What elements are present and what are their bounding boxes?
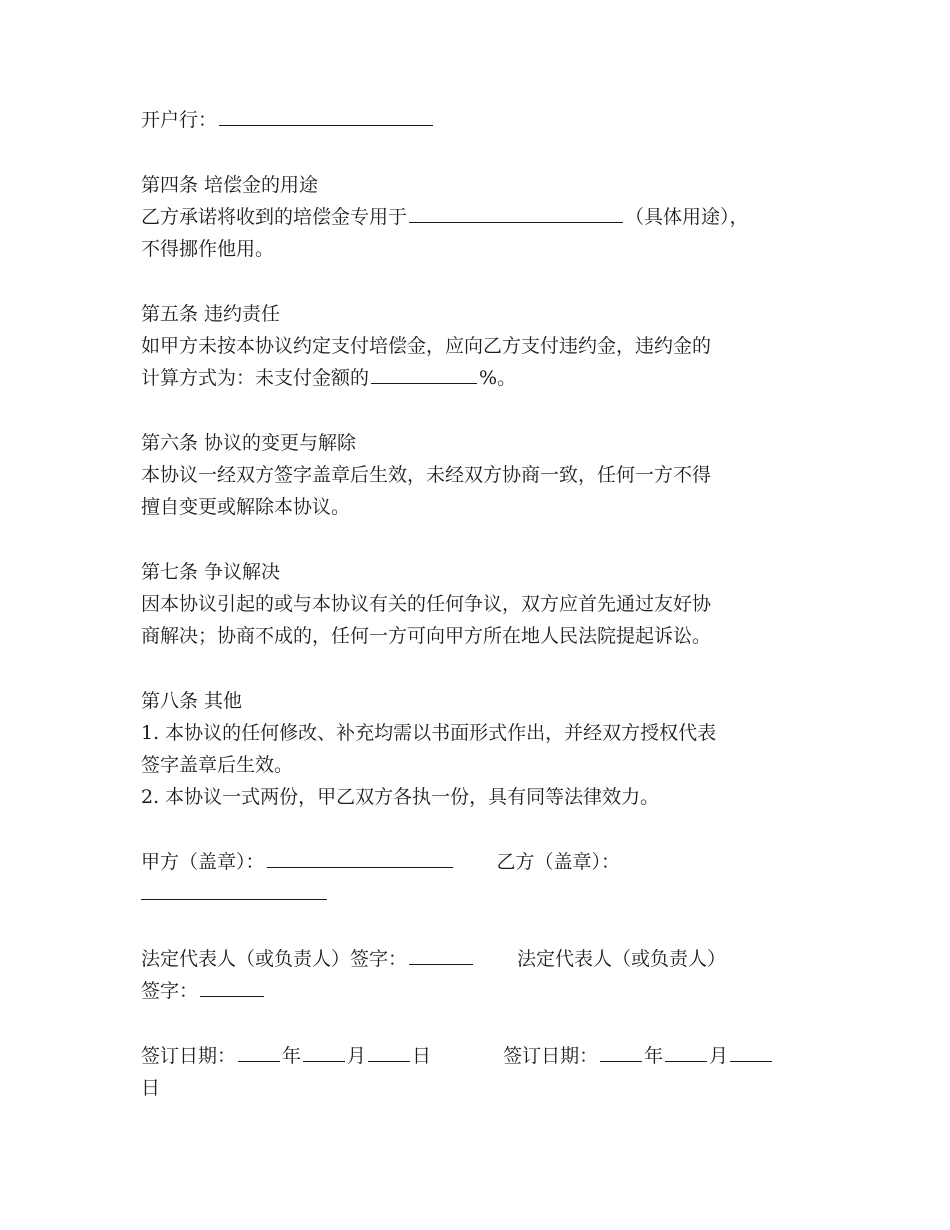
party-b-year-label: 年 xyxy=(644,1045,664,1067)
party-b-rep-sign-label: 签字： xyxy=(141,980,199,1002)
article-6-line-2: 擅自变更或解除本协议。 xyxy=(141,496,351,518)
party-a-rep-blank[interactable] xyxy=(409,944,473,965)
article-5-text-post: %。 xyxy=(479,367,517,389)
party-b-month-blank[interactable] xyxy=(665,1041,707,1062)
representative-line xyxy=(141,943,821,975)
party-a-seal-blank[interactable] xyxy=(267,847,453,868)
party-b-rep-blank[interactable] xyxy=(200,976,264,997)
penalty-percent-blank[interactable] xyxy=(371,363,477,384)
article-5-text-pre: 计算方式为：未支付金额的 xyxy=(141,367,370,389)
article-4-text-pre: 乙方承诺将收到的培偿金专用于 xyxy=(141,206,408,228)
date-line xyxy=(141,1040,821,1072)
seal-line xyxy=(141,846,821,878)
party-a-year-blank[interactable] xyxy=(238,1041,280,1062)
article-4-heading: 第四条 培偿金的用途 xyxy=(141,174,319,196)
article-4-line-2: 不得挪作他用。 xyxy=(141,238,275,260)
article-4-text-post: （具体用途）， xyxy=(625,206,749,228)
party-a-month-blank[interactable] xyxy=(303,1041,345,1062)
party-b-seal-blank[interactable] xyxy=(141,879,327,900)
party-b-year-blank[interactable] xyxy=(600,1041,642,1062)
party-a-date-label: 签订日期： xyxy=(141,1045,237,1067)
party-a-seal-label: 甲方（盖章）： xyxy=(141,851,265,873)
purpose-blank[interactable] xyxy=(409,202,623,223)
article-4-line-1 xyxy=(141,201,821,233)
party-b-day-blank[interactable] xyxy=(730,1041,772,1062)
party-a-day-blank[interactable] xyxy=(368,1041,410,1062)
party-a-rep-label: 法定代表人（或负责人）签字： xyxy=(141,948,408,970)
party-b-day-label: 日 xyxy=(141,1077,161,1099)
article-7-line-1: 因本协议引起的或与本协议有关的任何争议，双方应首先通过友好协 xyxy=(141,593,712,615)
party-a-month-label: 月 xyxy=(347,1045,367,1067)
bank-label: 开户行： xyxy=(141,109,218,131)
bank-blank[interactable] xyxy=(219,105,433,126)
party-a-year-label: 年 xyxy=(282,1045,302,1067)
article-5-heading: 第五条 违约责任 xyxy=(141,303,281,325)
article-8-item-1-line-1: 1. 本协议的任何修改、补充均需以书面形式作出，并经双方授权代表 xyxy=(141,722,717,744)
party-b-seal-label: 乙方（盖章）： xyxy=(496,851,621,873)
agreement-document xyxy=(141,104,821,1104)
party-b-rep-sign-line xyxy=(141,975,821,1007)
party-b-date-label: 签订日期： xyxy=(503,1045,599,1067)
article-7-line-2: 商解决；协商不成的，任何一方可向甲方所在地人民法院提起诉讼。 xyxy=(141,625,712,647)
party-b-day-line xyxy=(141,1072,821,1104)
bank-line xyxy=(141,104,821,136)
article-8-item-1-line-2: 签字盖章后生效。 xyxy=(141,754,294,776)
article-8-item-2: 2. 本协议一式两份，甲乙双方各执一份，具有同等法律效力。 xyxy=(141,786,660,808)
party-a-day-label: 日 xyxy=(412,1045,432,1067)
article-7-heading: 第七条 争议解决 xyxy=(141,561,281,583)
party-b-rep-label: 法定代表人（或负责人） xyxy=(517,948,727,970)
article-6-line-1: 本协议一经双方签字盖章后生效，未经双方协商一致，任何一方不得 xyxy=(141,464,712,486)
article-5-line-1: 如甲方未按本协议约定支付培偿金，应向乙方支付违约金，违约金的 xyxy=(141,335,712,357)
article-8-heading: 第八条 其他 xyxy=(141,690,243,712)
party-b-month-label: 月 xyxy=(709,1045,729,1067)
article-5-line-2 xyxy=(141,362,821,394)
article-6-heading: 第六条 协议的变更与解除 xyxy=(141,432,357,454)
party-b-seal-blank-line xyxy=(141,878,821,910)
